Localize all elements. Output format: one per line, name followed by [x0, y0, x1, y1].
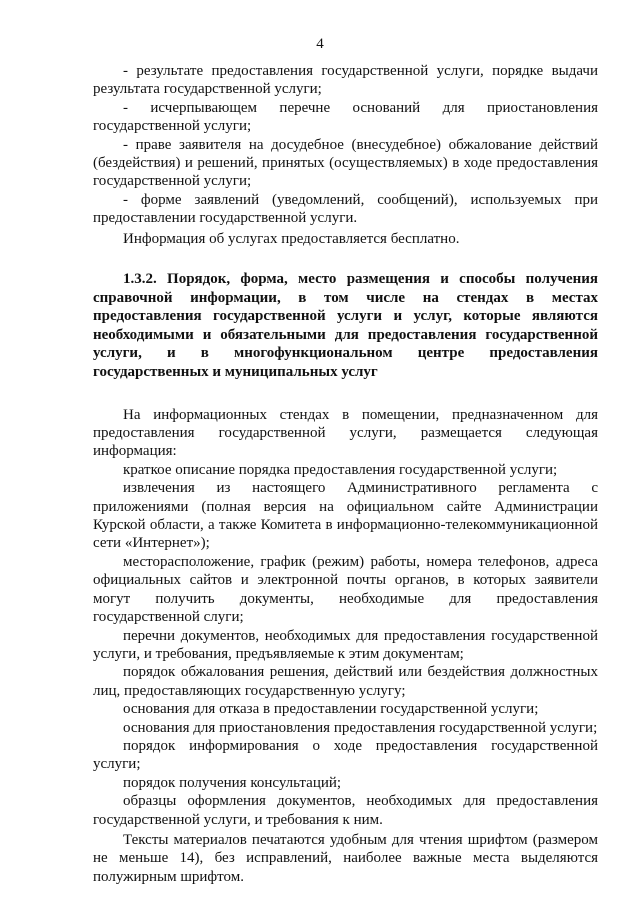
list-item: - форме заявлений (уведомлений, сообщений), используемых при предоставлении государственной услуги. — [93, 191, 598, 227]
section-heading: 1.3.2. Порядок, форма, место размещения и способы получения справочной информации, в том числе на стендах в местах предоставления государственной услуги и услуг, которые являются необходимыми и обязательными для предоставления государственной услуги, и в многофункциональном центре предоставления государственных и муниципальных услуг — [93, 271, 598, 381]
closing-paragraph: Тексты материалов печатаются удобным для чтения шрифтом (размером не меньше 14), без исправлений, наиболее важные места выделяются полужирным шрифтом. — [93, 831, 598, 885]
list-item: порядок получения консультаций; — [123, 774, 342, 791]
list-item: извлечения из настоящего Административного регламента с приложениями (полная версия на официальном сайте Администрации Курской области, а также Комитета в информационно-телекоммуникационной сети «Интернет»); — [93, 480, 598, 552]
list-item: краткое описание порядка предоставления государственной услуги; — [123, 461, 558, 478]
list-item: порядок информирования о ходе предоставления государственной услуги; — [93, 737, 598, 773]
list-item: основания для приостановления предоставления государственной услуги; — [123, 719, 598, 736]
list-item: порядок обжалования решения, действий или бездействия должностных лиц, предоставляющих государственную услугу; — [93, 664, 598, 699]
list-item: образцы оформления документов, необходимых для предоставления государственной услуги, и требования к ним. — [93, 793, 598, 828]
list-item: основания для отказа в предоставлении государственной услуги; — [123, 701, 539, 718]
list-item: - праве заявителя на досудебное (внесудебное) обжалование действий (бездействия) и решений, принятых (осуществляемых) в ходе предоставления государственной услуги; — [93, 136, 598, 190]
intro-paragraph: На информационных стендах в помещении, предназначенном для предоставления государственной услуги, размещается следующая информация: — [93, 406, 598, 460]
list-item: перечни документов, необходимых для предоставления государственной услуги, и требования, предъявляемые к этим документам; — [93, 627, 598, 662]
free-info-paragraph: Информация об услугах предоставляется бесплатно. — [123, 230, 460, 247]
list-item: месторасположение, график (режим) работы, номера телефонов, адреса официальных сайтов и электронной почты органов, в которых заявители могут получить документы, необходимые для предоставления государственной слуги; — [93, 553, 598, 626]
list-item: - исчерпывающем перечне оснований для приостановления государственной услуги; — [93, 99, 598, 135]
page-number: 4 — [316, 36, 324, 52]
list-item: - результате предоставления государственной услуги, порядке выдачи результата государственной услуги; — [93, 63, 598, 98]
page-content — [93, 62, 598, 886]
